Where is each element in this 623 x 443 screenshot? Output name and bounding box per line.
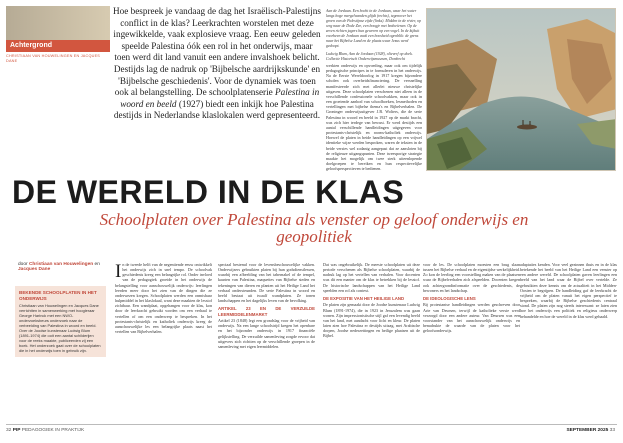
header-image-strip xyxy=(6,6,110,40)
column-top-text: werkten onderwijs en opvoeding, maar ook om tijdelijk pedagogische principes in te formuleren in het onderwijs. Na de Eerste Wereldoorlog in 1917 kregen bijzondere scholen ook overheidsfinanciering. De versnelling manifesteerde zich met allerlei nieuwe christelijke uitgaven. Deze schoolplaten verschenen niet alleen in de verschillende confessionele schoolvakken, maar ook in een groeiende aanbod van schoolboeken, lesmethoden en vertellingen met bijbelse thema's en Bijbelverhalen. De Groninger onderwijsuitgever J.B. Wolters, die de serie Palestina in woord en beeld in 1927 op de markt bracht, was zich hier terdege van bewust. Er werd destijds een aantal verschillende handleidingen uitgegeven voor protestants-christelijk en rooms-katholiek onderwijs. Hoewel de platen in beide handleidingen op een vrijwel identieke wijze werden besproken, waren de teksten in de beide versies wel zodanig aangepast dat ze aansloten bij de religieuze uitgangspunten. Deze tweesporige strategie maakte het mogelijk om twee sterk uiteenlopende doelgroepen te bereiken en hun respectievelijke geloofsperspectieven te bedienen. xyxy=(326,63,422,172)
body-column-1 xyxy=(115,262,212,334)
byline-author-1: Christiaan van Houwelingen xyxy=(28,262,94,267)
byline xyxy=(18,262,108,272)
page-number-left: 32 xyxy=(6,428,12,433)
footer-rule xyxy=(6,424,617,425)
body-column-5: adaptaties kenden. Voor veel gezinnen thuis en in de klas betekende het beeld van het Heilige Land een venster op een andere wereld. De schoolplaten gaven leerlingen een beeld van het land waar de Bijbel over vertelde. Ze gebruikten deze kennis om de actualiteit in het Midden-Oosten te begrijpen. De handleiding gaf de leerkracht de vrijheid om de platen vanuit het eigen perspectief te bespreken, waarbij de Bijbelse geschiedenis centraal stond. De platen zijn nog steeds interessant: ze laten zien hoe het onderwijs een politiek en religieus onderwerp behandelde en hoe de wereld in de klas werd gehaald. xyxy=(520,262,617,319)
painting-image xyxy=(426,8,616,171)
magazine-name: PIP xyxy=(12,428,21,433)
column-3-text-b: De platen zijn gemaakt door de Joodse kunstenaar Ludwig Blum (1891-1974), die in 1923 in Jeruzalem was gaan wonen. Zijn impressionistische stijl gaf een levendig beeld van het land, met aandacht voor licht en kleur. De platen laten zien hoe Palestina er destijds uitzag, met Arabische dorpen, Joodse nederzettingen en heilige plaatsen uit de Bijbel. xyxy=(323,302,420,339)
column-4-text-b: Bij protestantse handleidingen werden geschreven door Arie van Deursen, terwijl de katholieke versie werd verzorgd door een andere auteur. Van Deursen was een voorstander van het aanschouwelijk onderwijs en benadrukte de waarde van de platen voor het geloofsonderwijs. xyxy=(423,302,520,334)
drop-cap: I xyxy=(115,261,122,282)
column-4-text: voor de les. De schoolplaten moesten een brug slaan tussen het Bijbelse verhaal en de eigentijdse werkelijkheid. Zo kon de leerling een voorstelling maken van de plaatsen waar de Bijbelverhalen zich afspeelden. Docenten kregen ook achtergrondinformatie over de geschiedenis, de bewoners en het landschap. xyxy=(423,262,520,293)
photo-credit: Ludwig Blum, Aan de Jordaan (1928), olieverf op doek. Collectie Historisch Onderwijsmuseum, Dordrecht xyxy=(326,52,413,61)
subheading-expositie: DE EXPOSITIE VAN HET HEILIGE LAND xyxy=(323,295,405,301)
column-2-text: speciaal bestemd voor de levensbeschouwelijke vakken. Onderwijzers gebruikten platen bij hun godsdienstlessen, waarbij een afbeelding van het tabernakel of de tempel, kaarten van Palestina, maquettes van Bijbelse steden en tekeningen van dieren en planten uit het Heilige Land het verhaal ondersteunden. De serie Palestina in woord en beeld bestaat uit twaalf wandplaten. Ze tonen landschappen en het dagelijks leven van de bevolking. xyxy=(218,262,315,304)
info-box-body: Christiaan van Houwelingen en Jacques Dane verrichtten in samenwerking met hoogleraar George Harinck met een NWO-onderzoeksbeurs onderzoek naar de verbeelding van Palestina in woord en beeld. Over de Joodse kunstenaar Ludwig Blum (1891-1974) die ooit een aantal schilderijen voor de reeks maakte, publiceerden zij een boek. Het onderzoek gaat over de schoolplaten die in het onderwijs toen in gebruik zijn. xyxy=(19,303,101,353)
intro-series-title: Palestina in woord en beeld xyxy=(120,87,320,109)
info-box-heading: BEKENDE SCHOOLPLATEN IN HET ONDERWIJS xyxy=(19,290,97,301)
article-subtitle: Schoolplaten over Palestina als venster op geloof onderwijs en geopolitiek xyxy=(99,210,529,246)
body-column-3 xyxy=(323,262,420,338)
column-3-text: Dat was ongebruikelijk. De meeste schoolplaten uit deze periode verschenen als Bijbelse schoolplaten, waarbij de nadruk lag op het vertellen van verhalen. Voor docenten was dit een manier om de klas te betrekken bij de lesstof. De historische landschappen van het Heilige Land speelden een rol als context. xyxy=(323,262,420,293)
info-box xyxy=(15,286,106,357)
body-column-2 xyxy=(218,262,315,349)
intro-text-before: Hoe bespreek je vandaag de dag het Israëlisch-Palestijns conflict in de klas? Leerkrachten worstelen met deze ingewikkelde, vaak explosieve vraag. Een eeuw geleden speelde Palestina óók een rol in het onderwijs, maar toen werd dit land vanuit een andere invalshoek belicht. Destijds lag de nadruk op 'Bijbelsche aardrijkskunde' en 'Bijbelsche geschiedenis'. Voor de dynamiek was toen ook al belangstelling. De schoolplatenserie xyxy=(113,6,321,98)
footer-right xyxy=(566,428,615,433)
author-caption: CHRISTIAAN VAN HOUWELINGEN EN JACQUES DANE xyxy=(6,54,101,63)
column-2-text-b: Artikel 23 (1848) legt een grondslag voor de vrijheid van onderwijs. Na een lange schoolstrijd kregen het openbare en het bijzonder onderwijs in 1917 financiële gelijkstelling. De verzuilde samenleving zorgde ervoor dat uitgevers zich richtten op de verschillende groepen in de samenleving met eigen leermiddelen. xyxy=(218,318,315,349)
river-painting-illustration xyxy=(427,9,616,171)
section-badge: Achtergrond xyxy=(6,40,110,52)
byline-joiner: en xyxy=(94,262,100,267)
intro-text-after: (1927) biedt een inkijk hoe Palestina destijds in Nederlandse klaslokalen werd gepresenteerd. xyxy=(113,98,321,121)
subheading-ideologische-lens: DE IDEOLOGISCHE LENS xyxy=(423,295,476,301)
article-title: DE WERELD IN DE KLAS xyxy=(12,174,405,210)
magazine-subtitle: PEDAGOGIEK IN PRAKTIJK xyxy=(21,428,85,433)
photo-caption-text: Aan de Jordaan. Een bocht in de Jordaan, waar het water langs hoge mergelwanden glijdt (rechts), tegenover het groen van de Palestijnse zijde (links). Midden in de rivier, op weg naar de Dode Zee, een boogje met bedoeïenen. Op de zeven richten jagers hun geweren op een vogel. In de kijkuit voorheen de Jordaan vaak een boosheid ogenblik: de grens naar het Bijbelse Land en de plaats waar Jezus werd gedoopt. xyxy=(326,9,421,48)
body-column-4 xyxy=(423,262,520,333)
issue-date: SEPTEMBER 2025 xyxy=(566,428,609,433)
page-number-right: 33 xyxy=(609,428,615,433)
column-1-text: n de tweede helft van de negentiende eeuw ontwikkelt het onderwijs zich in snel tempo. De schoolvak geschiedenis kreeg een belangrijke rol. Onder invloed van de pedagogiek groeide in het onderwijs de belangstelling voor aanschouwelijk onderwijs: leerlingen leerden meer door het zien van de dingen die ze onderwezen kregen. Schoolplaten werden een onmisbaar hulpmiddel in het klaslokaal, want deze maakten de lesstof zichtbaar. Een wandplaat, opgehangen voor de klas, kon door de leerkracht gebruikt worden om een verhaal te vertellen of om een onderwerp te bespreken. In het protestants-christelijk en katholiek onderwijs kreeg de aanschouwelijke les een belangrijke plaats naast het vertellen van Bijbelverhalen. xyxy=(115,262,212,335)
byline-author-2: Jacques Dane xyxy=(18,267,51,272)
photo-caption xyxy=(326,9,421,62)
intro-paragraph xyxy=(113,6,321,122)
subheading-artikel-23: ARTIKEL 23 EN DE VERZUILDE LEERMIDDELENMARKT xyxy=(218,306,315,317)
footer-left xyxy=(6,428,84,433)
byline-prefix: door xyxy=(18,262,28,267)
